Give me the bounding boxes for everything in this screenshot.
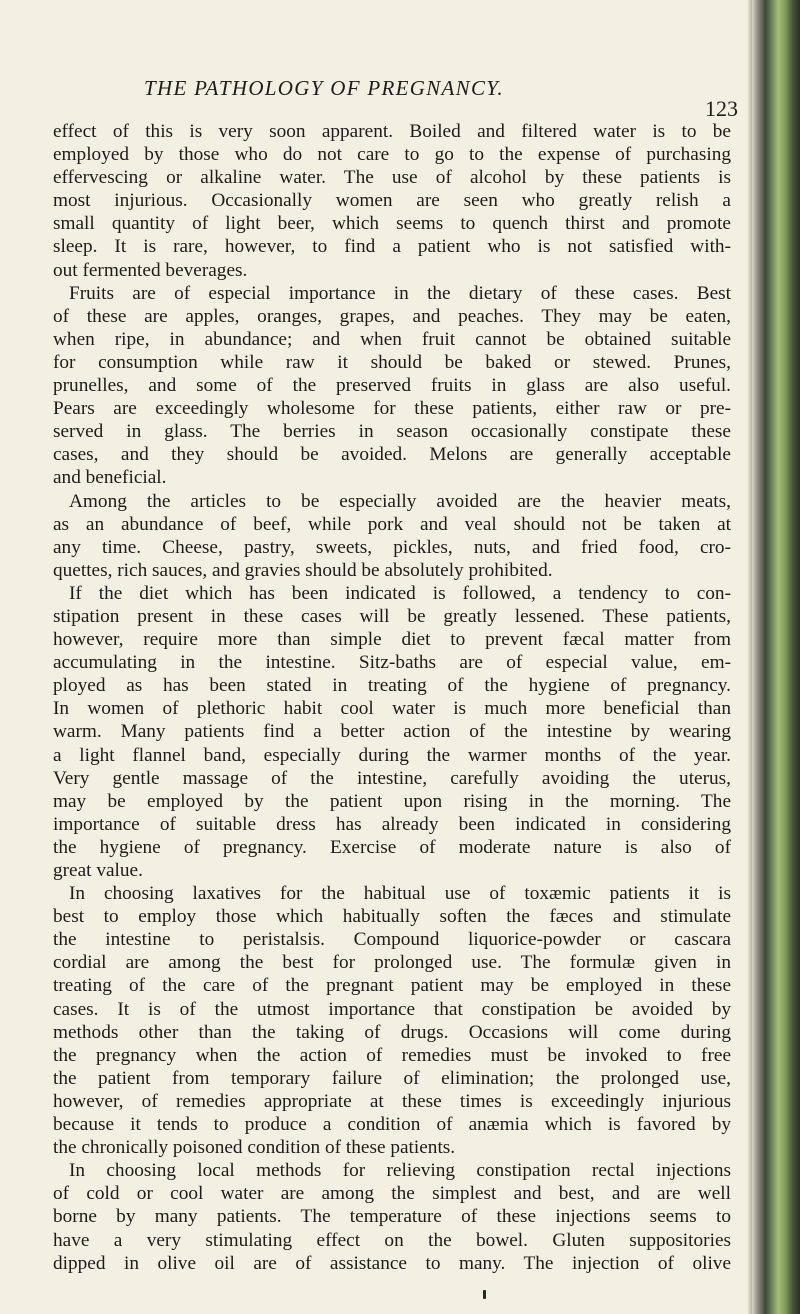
page-number: 123 <box>705 96 738 121</box>
text-line: effect of this is very soon apparent. Boiled and filtered water is to be <box>53 121 731 142</box>
page-header <box>140 76 740 121</box>
text-line: accumulating in the intestine. Sitz-baths are of especial value, em- <box>53 652 731 674</box>
text-line: quettes, rich sauces, and gravies should be absolutely prohibited. <box>53 559 553 581</box>
text-line: of cold or cool water are among the simplest and best, and are well <box>53 1183 731 1205</box>
text-line: the pregnancy when the action of remedies must be invoked to free <box>53 1044 731 1066</box>
text-line: sleep. It is rare, however, to find a patient who is not satisfied with- <box>53 236 731 258</box>
text-line: stipation present in these cases will be greatly lessened. These patients, <box>53 605 731 627</box>
text-line: Very gentle massage of the intestine, carefully avoiding the uterus, <box>53 767 731 789</box>
body-text <box>53 120 731 1275</box>
text-line: when ripe, in abundance; and when fruit cannot be obtained suitable <box>53 328 731 350</box>
text-line: and beneficial. <box>53 467 167 489</box>
text-line: cases, and they should be avoided. Melons are generally acceptable <box>53 444 731 466</box>
text-line: most injurious. Occasionally women are seen who greatly relish a <box>53 190 731 212</box>
text-line: cases. It is of the utmost importance that constipation be avoided by <box>53 998 731 1020</box>
text-line: have a very stimulating effect on the bowel. Gluten suppositories <box>53 1229 731 1251</box>
text-line: treating of the care of the pregnant patient may be employed in these <box>53 975 731 997</box>
text-line: the chronically poisoned condition of these patients. <box>53 1137 456 1159</box>
text-line: prunelles, and some of the preserved fruits in glass are also useful. <box>53 375 731 397</box>
text-line: Among the articles to be especially avoided are the heavier meats, <box>69 490 731 512</box>
text-line: small quantity of light beer, which seems to quench thirst and promote <box>53 213 731 235</box>
text-line: the patient from temporary failure of elimination; the prolonged use, <box>53 1067 731 1089</box>
text-line: In women of plethoric habit cool water is much more beneficial than <box>53 698 731 720</box>
text-line: In choosing laxatives for the habitual use of toxæmic patients it is <box>69 883 731 905</box>
text-line: Pears are exceedingly wholesome for these patients, either raw or pre- <box>53 398 731 420</box>
text-line: the intestine to peristalsis. Compound liquorice-powder or cascara <box>53 929 731 951</box>
ink-speck <box>483 1290 486 1299</box>
text-line: methods other than the taking of drugs. Occasions will come during <box>53 1021 731 1043</box>
text-line: Fruits are of especial importance in the dietary of these cases. Best <box>69 282 731 304</box>
text-line: employed by those who do not care to go to the expense of purchasing <box>53 144 731 166</box>
text-line: In choosing local methods for relieving constipation rectal injections <box>69 1160 731 1182</box>
text-line: warm. Many patients find a better action of the intestine by wearing <box>53 721 731 743</box>
text-line: for consumption while raw it should be baked or stewed. Prunes, <box>53 351 731 373</box>
text-line: as an abundance of beef, while pork and veal should not be taken at <box>53 513 731 535</box>
text-line: any time. Cheese, pastry, sweets, pickles, nuts, and fried food, cro- <box>53 536 731 558</box>
text-line: however, require more than simple diet to prevent fæcal matter from <box>53 629 731 651</box>
text-line: a light flannel band, especially during the warmer months of the year. <box>53 744 731 766</box>
text-line: may be employed by the patient upon rising in the morning. The <box>53 790 731 812</box>
text-line: best to employ those which habitually soften the fæces and stimulate <box>53 906 731 928</box>
running-title: THE PATHOLOGY OF PREGNANCY. <box>144 76 504 100</box>
text-line: out fermented beverages. <box>53 259 248 281</box>
text-line: borne by many patients. The temperature of these injections seems to <box>53 1206 731 1228</box>
text-line: of these are apples, oranges, grapes, and peaches. They may be eaten, <box>53 305 731 327</box>
book-binding <box>752 0 800 1314</box>
text-line: cordial are among the best for prolonged use. The formulæ given in <box>53 952 731 974</box>
text-line: however, of remedies appropriate at these times is exceedingly injurious <box>53 1090 731 1112</box>
text-line: served in glass. The berries in season occasionally constipate these <box>53 421 731 443</box>
text-line: ployed as has been stated in treating of the hygiene of pregnancy. <box>53 675 731 697</box>
text-line: great value. <box>53 860 143 881</box>
text-line: dipped in olive oil are of assistance to many. The injection of olive <box>53 1252 731 1274</box>
text-line: effervescing or alkaline water. The use of alcohol by these patients is <box>53 167 731 189</box>
text-line: because it tends to produce a condition of anæmia which is favored by <box>53 1114 731 1136</box>
text-line: the hygiene of pregnancy. Exercise of moderate nature is also of <box>53 836 731 858</box>
text-line: If the diet which has been indicated is followed, a tendency to con- <box>69 582 731 604</box>
text-line: importance of suitable dress has already been indicated in considering <box>53 813 731 835</box>
